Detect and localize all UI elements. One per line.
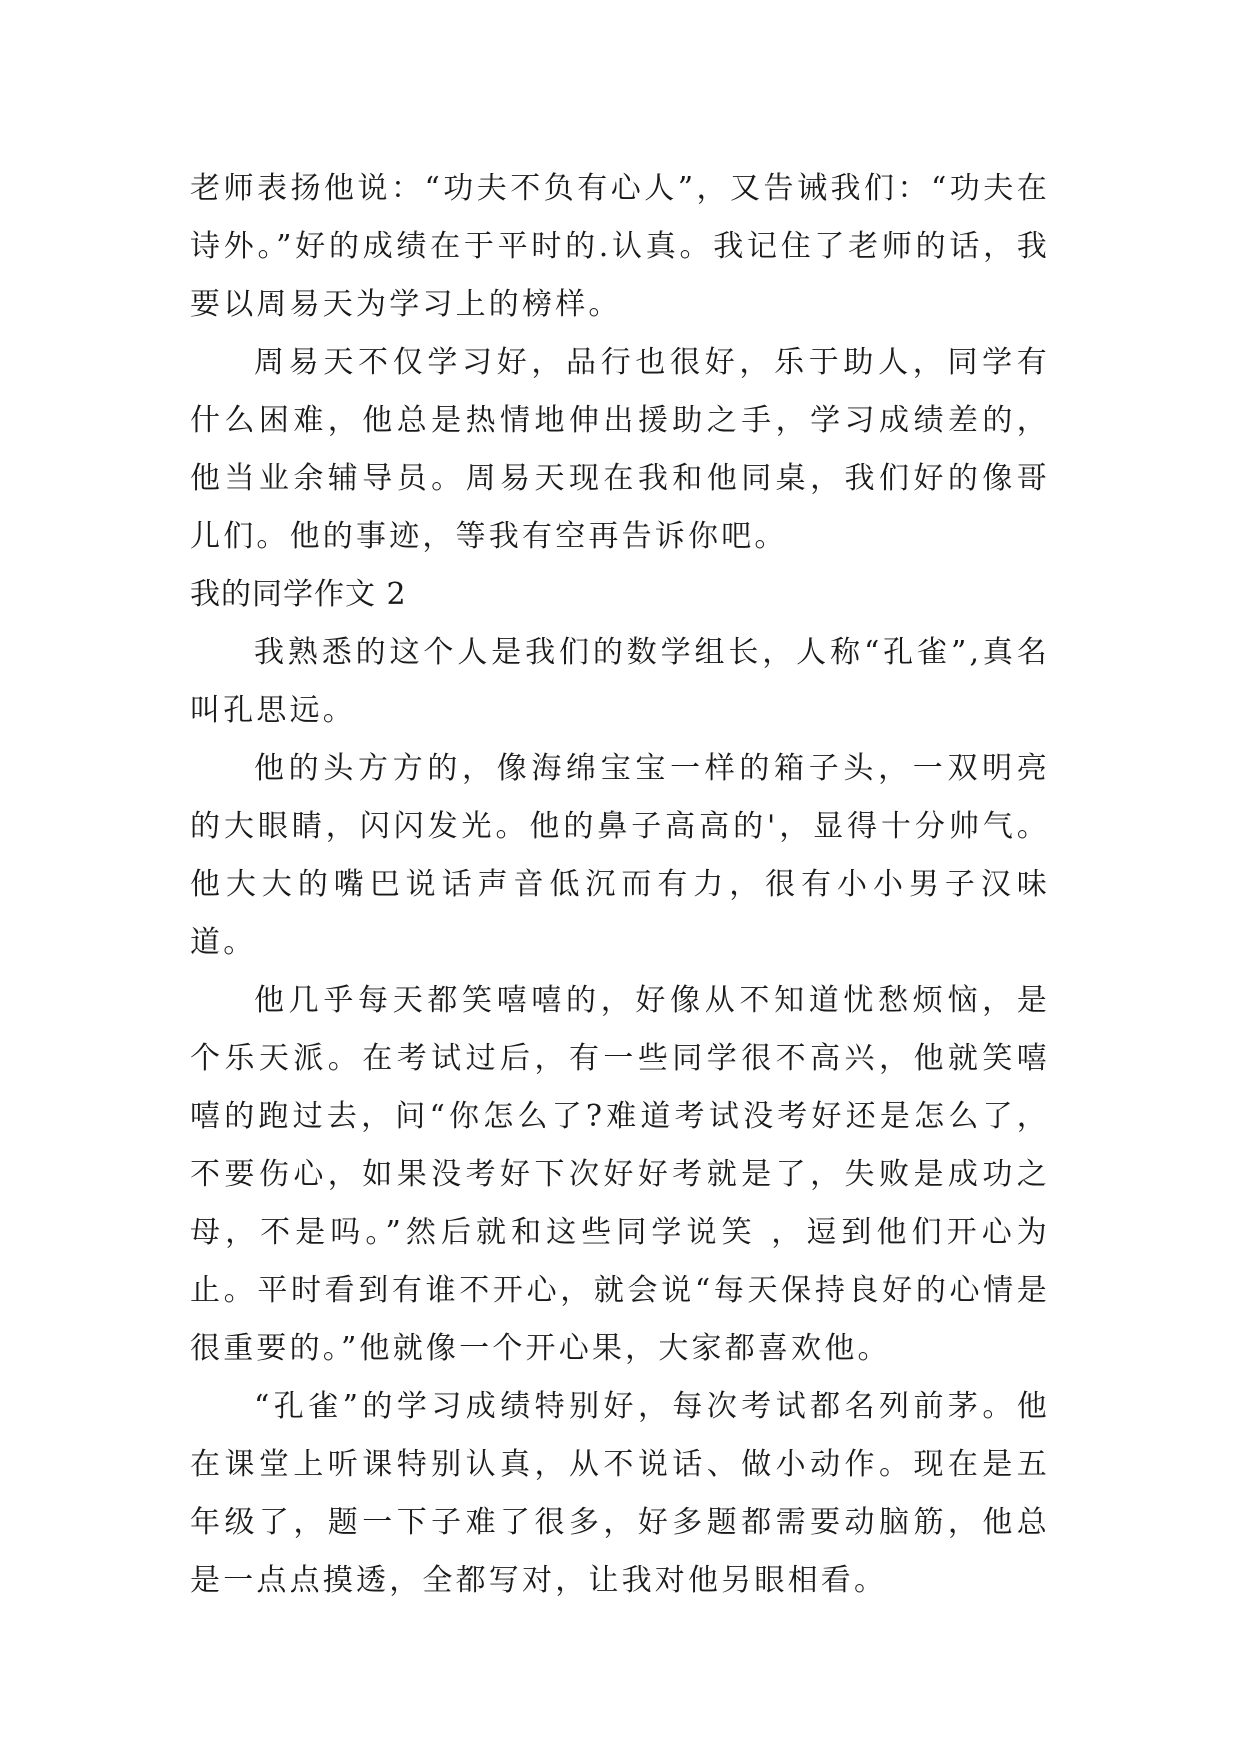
paragraph-4: 他的头方方的，像海绵宝宝一样的箱子头，一双明亮的大眼睛，闪闪发光。他的鼻子高高的'，显得十分帅气。他大大的嘴巴说话声音低沉而有力，很有小小男子汉味道。 [190, 751, 1050, 960]
paragraph-2: 周易天不仅学习好，品行也很好，乐于助人，同学有什么困难，他总是热情地伸出援助之手，学习成绩差的，他当业余辅导员。周易天现在我和他同桌，我们好的像哥儿们。他的事迹，等我有空再告诉你吧。 [190, 345, 1050, 554]
paragraph-3: 我熟悉的这个人是我们的数学组长，人称“孔雀”,真名叫孔思远。 [190, 635, 1050, 728]
paragraph-6: “孔雀”的学习成绩特别好，每次考试都名列前茅。他在课堂上听课特别认真，从不说话、做小动作。现在是五年级了，题一下子难了很多，好多题都需要动脑筋，他总是一点点摸透，全都写对，让我对他另眼相看。 [190, 1389, 1050, 1598]
document-page [190, 160, 1050, 1610]
paragraph-1: 老师表扬他说：“功夫不负有心人”，又告诫我们：“功夫在诗外。”好的成绩在于平时的.认真。我记住了老师的话，我要以周易天为学习上的榜样。 [190, 171, 1050, 322]
paragraph-5: 他几乎每天都笑嘻嘻的，好像从不知道忧愁烦恼，是个乐天派。在考试过后，有一些同学很不高兴，他就笑嘻嘻的跑过去，问“你怎么了?难道考试没考好还是怎么了，不要伤心，如果没考好下次好好考就是了，失败是成功之母，不是吗。”然后就和这些同学说笑 ，逗到他们开心为止。平时看到有谁不开心，就会说“每天保持良好的心情是很重要的。”他就像一个开心果，大家都喜欢他。 [190, 983, 1050, 1366]
section-heading: 我的同学作文 2 [190, 577, 407, 612]
